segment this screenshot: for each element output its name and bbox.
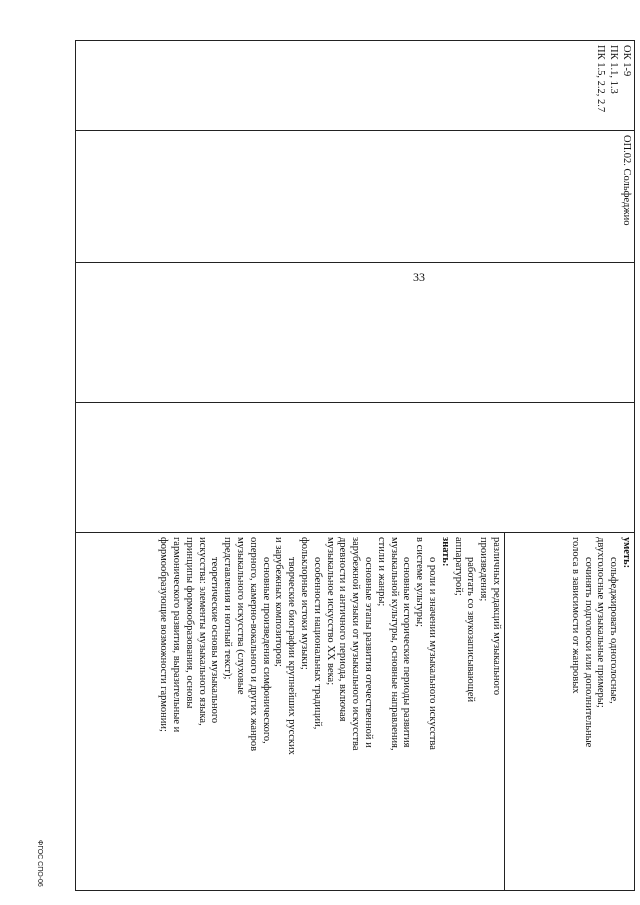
- long-line: теоретические основы музыкального: [209, 557, 221, 724]
- long-line: произведения;: [478, 537, 490, 602]
- footer-label: ФГОС СПО-06: [36, 840, 43, 887]
- long-line: зарубежной музыки от музыкального искусства: [350, 537, 362, 751]
- discipline-title: ОП.02. Сольфеджио: [621, 135, 632, 226]
- competency-line: ПК 1.1, 1.3: [608, 45, 620, 94]
- cell-empty-a: [76, 41, 505, 131]
- long-line: фольклорные истоки музыки;: [299, 537, 311, 670]
- long-line: работать со звукозаписывающей: [465, 557, 477, 703]
- long-line: творческие биографии крупнейших русских: [286, 557, 298, 755]
- long-line: в системе культуры;: [414, 537, 426, 627]
- long-line: особенности национальных традиций,: [311, 557, 323, 730]
- content-line: голоса в зависимости от жанровых: [569, 537, 581, 694]
- table-row-lower: [76, 41, 505, 891]
- cell-empty-2: [505, 403, 635, 533]
- long-line: представления и нотный текст);: [222, 537, 234, 680]
- content-line: сольфеджировать одноголосные,: [608, 557, 620, 704]
- competency-line: ОК 1-9: [621, 45, 632, 77]
- long-line: основные этапы развития отечественной и: [363, 557, 375, 748]
- cell-empty-b: [76, 131, 505, 263]
- long-line: музыкального искусства (слуховые: [235, 537, 247, 695]
- long-line: искусства: элементы музыкального языка,: [196, 537, 208, 726]
- long-line: оперного, камерно-вокального и других жанров: [247, 537, 259, 752]
- long-line: о роли и значении музыкального искусства: [427, 557, 439, 750]
- cell-discipline: [505, 131, 635, 263]
- long-line: формообразующие возможности гармонии;: [158, 537, 170, 732]
- long-line: аппаратурой;: [452, 537, 464, 596]
- cell-skills: [505, 533, 635, 891]
- competency-table: [75, 40, 635, 891]
- cell-knowledge: [76, 533, 505, 891]
- rotated-table-sheet: [36, 40, 635, 890]
- page-number: 33: [413, 270, 425, 284]
- long-line: знать:: [439, 537, 451, 567]
- long-line: стили и жанры;: [375, 537, 387, 607]
- cell-empty-d: [76, 403, 505, 533]
- long-line: гармонического развития, выразительные и: [171, 537, 183, 733]
- competency-line: ПК 1.5, 2.2, 2.7: [595, 45, 607, 113]
- long-line: различных редакций музыкального: [491, 537, 502, 696]
- long-line: музыкальной культуры, основные направления,: [388, 537, 400, 751]
- cell-empty-c: [76, 263, 505, 403]
- cell-empty-1: [505, 263, 635, 403]
- cell-competency-codes: [505, 41, 635, 131]
- table-row-upper: [505, 41, 635, 891]
- long-line: основные исторические периоды развития: [401, 557, 413, 748]
- long-line: и зарубежных композиторов;: [273, 537, 285, 667]
- content-line: двухголосные музыкальные примеры;: [595, 537, 607, 708]
- content-line: сочинять подголоски или дополнительные: [582, 557, 594, 748]
- long-line: музыкальное искусство XX века;: [324, 537, 336, 686]
- long-line: основные произведения симфонического,: [260, 557, 272, 744]
- long-line: древности и античного периода, включая: [337, 537, 349, 722]
- long-line: принципы формообразования, основы: [183, 537, 195, 709]
- content-line: уметь:: [621, 537, 632, 569]
